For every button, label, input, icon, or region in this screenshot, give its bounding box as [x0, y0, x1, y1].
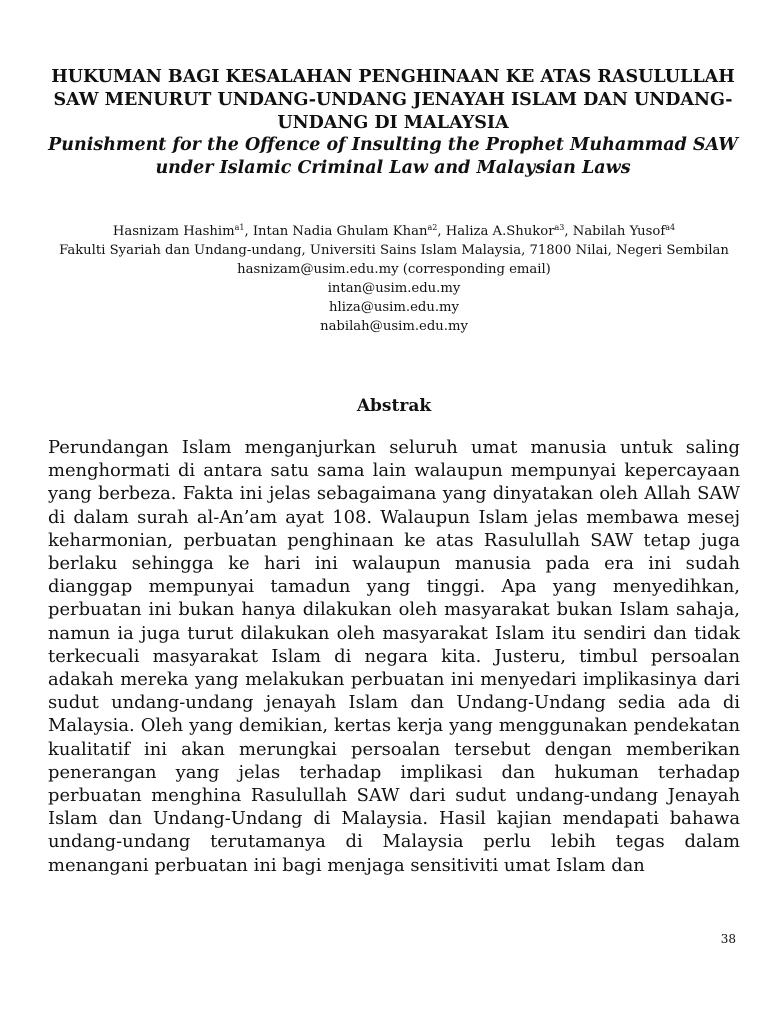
author-affiliation-mark: a4	[665, 223, 676, 232]
author-affiliation-mark: a3	[554, 223, 565, 232]
email: intan@usim.edu.my	[327, 281, 461, 296]
author-block	[48, 222, 740, 336]
page-number: 38	[720, 932, 736, 946]
affiliation: Fakulti Syariah dan Undang-undang, Universiti Sains Islam Malaysia, 71800 Nilai, Negeri Sembilan	[59, 243, 729, 258]
author-name: Intan Nadia Ghulam Khan	[252, 224, 428, 239]
author-list: Hasnizam Hashim$^{a1}$, Intan Nadia Ghulam Khan$^{a2}$, Haliza A.Shukor$^{a3}$, Nabilah Yusof$^{a4}$	[112, 223, 676, 239]
author-name: Haliza A.Shukor	[445, 224, 555, 239]
author-affiliation-mark: a2	[427, 223, 438, 232]
email-corresponding: hasnizam@usim.edu.my (corresponding email)	[237, 262, 551, 277]
paper-title: HUKUMAN BAGI KESALAHAN PENGHINAAN KE ATAS RASULULLAH SAW MENURUT UNDANG-UNDANG JENAYAH ISLAM DAN UNDANG-UNDANG DI MALAYSIA	[51, 67, 735, 133]
email: nabilah@usim.edu.my	[320, 319, 468, 334]
abstract-heading: Abstrak	[356, 396, 432, 416]
author-name: Hasnizam Hashim	[112, 224, 235, 239]
author-affiliation-mark: a1	[234, 223, 245, 232]
paper-subtitle-english: Punishment for the Offence of Insulting the Prophet Muhammad SAW under Islamic Criminal Law and Malaysian Laws	[48, 135, 738, 178]
abstract-body: Perundangan Islam menganjurkan seluruh umat manusia untuk saling menghormati di antara satu sama lain walaupun mempunyai kepercayaan yang berbeza. Fakta ini jelas sebagaimana yang dinyatakan oleh Allah SAW di dalam surah al-An’am ayat 108. Walaupun Islam jelas membawa mesej keharmonian, perbuatan penghinaan ke atas Rasulullah SAW tetap juga berlaku sehingga ke hari ini walaupun manusia pada era ini sudah dianggap mempunyai tamadun yang tinggi. Apa yang menyedihkan, perbuatan ini bukan hanya dilakukan oleh masyarakat bukan Islam sahaja, namun ia juga turut dilakukan oleh masyarakat Islam itu sendiri dan tidak terkecuali masyarakat Islam di negara kita. Justeru, timbul persoalan adakah mereka yang melakukan perbuatan ini menyedari implikasinya dari sudut undang-undang jenayah Islam dan Undang-Undang sedia ada di Malaysia. Oleh yang demikian, kertas kerja yang menggunakan pendekatan kualitatif ini akan merungkai persoalan tersebut dengan memberikan penerangan yang jelas terhadap implikasi dan hukuman terhadap perbuatan menghina Rasulullah SAW dari sudut undang-undang Jenayah Islam dan Undang-Undang di Malaysia. Hasil kajian mendapati bahawa undang-undang terutamanya di Malaysia perlu lebih tegas dalam menangani perbuatan ini bagi menjaga sensitiviti umat Islam dan	[48, 437, 740, 876]
author-name: Nabilah Yusof	[572, 224, 666, 239]
email: hliza@usim.edu.my	[329, 300, 459, 315]
